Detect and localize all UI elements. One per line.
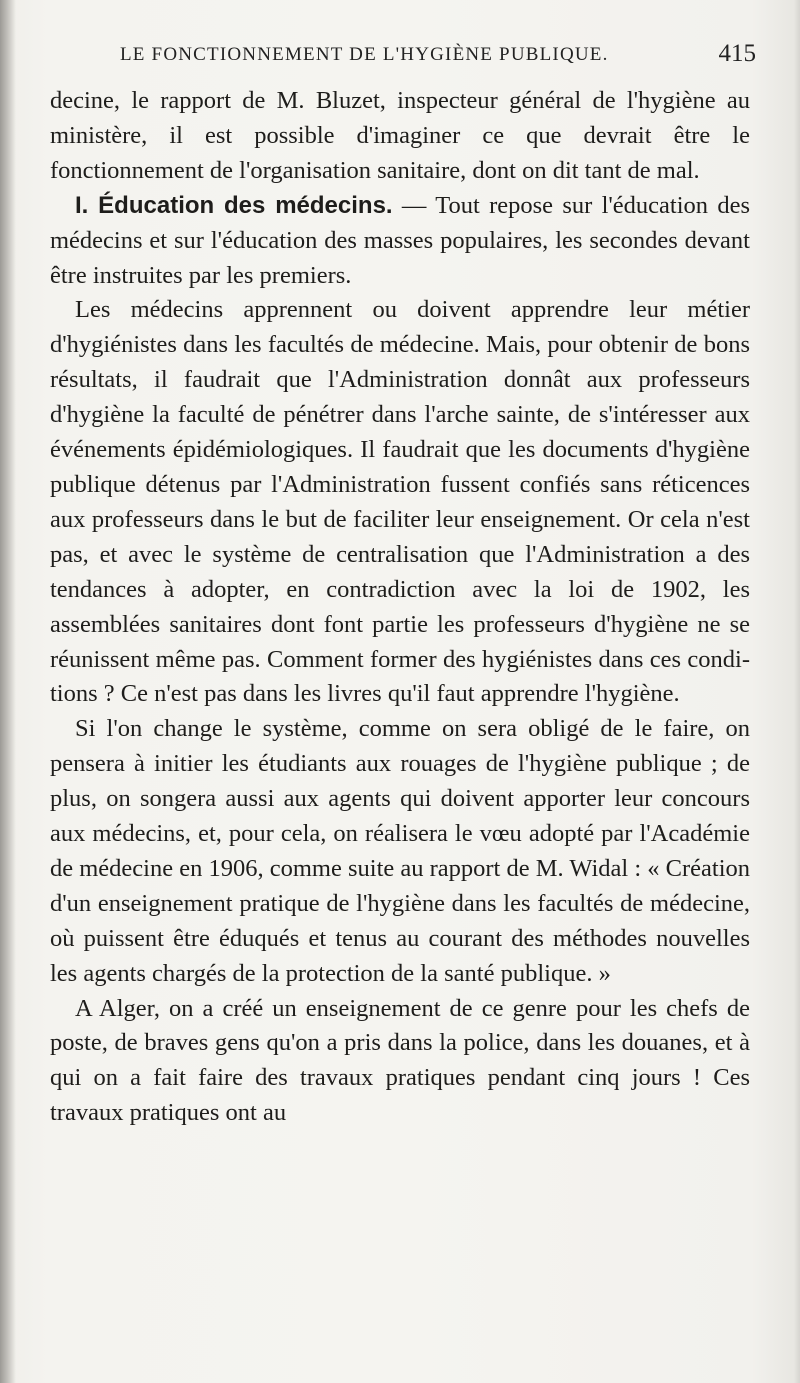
section-heading: I. Éducation des médecins. [75, 191, 393, 219]
paragraph-medecins [50, 293, 750, 712]
running-head [50, 28, 756, 84]
paragraph-alger [50, 992, 750, 1132]
paragraph-text: — Tout repose sur l'éducation des médecins et sur l'éducation des masses populaires, les secondes devant être instruites par les premiers. [50, 191, 751, 289]
body-text [50, 84, 750, 1131]
paragraph-text: Si l'on change le système, comme on sera obligé de le faire, on pensera à initier les étudiants aux rouages de l'hygiène publique ; de plus, on songera aussi aux agents qui doivent apporter leur concours aux médecins, et, pour cela, on réalisera le vœu adopté par l'Académie de médecine en 1906, comme suite au rapport de M. Widal : « Création d'un enseignement pratique de l'hygiène dans les facultés de médecine, où puissent être éduqués et tenus au courant des méthodes nouvelles les agents chargés de la protection de la santé publique. » [50, 715, 751, 987]
running-title: LE FONCTIONNEMENT DE L'HYGIÈNE PUBLIQUE. [120, 44, 609, 65]
paragraph-text: A Alger, on a créé un enseignement de ce genre pour les chefs de poste, de braves gens qu'on a pris dans la police, dans les douanes, et à qui on a fait faire des travaux pratiques pendant cinq jours ! Ces travaux pratiques ont au [50, 994, 750, 1127]
page-edge [794, 0, 800, 1383]
page-gutter-shadow [0, 0, 16, 1383]
paragraph-continuation [50, 84, 750, 189]
paragraph-systeme [50, 712, 750, 991]
page-number: 415 [718, 40, 756, 67]
paragraph-text: decine, le rapport de M. Bluzet, inspecteur général de l'hygiène au ministère, il est possible d'imaginer ce que devrait être le fonctionnement de l'organisation sanitaire, dont on dit tant de mal. [50, 87, 750, 184]
page-text-area [50, 28, 756, 1131]
paragraph-text: Les médecins apprennent ou doivent apprendre leur métier d'hygiénistes dans les facultés de médecine. Mais, pour obtenir de bons résultats, il faudrait que l'Administration donnât aux professeurs d'hygiène la faculté de pénétrer dans l'arche sainte, de s'intéresser aux événements épidémiologiques. Il faudrait que les documents d'hygiène publique détenus par l'Administration fussent confiés sans réticences aux professeurs dans le but de faciliter leur enseignement. Or cela n'est pas, et avec le système de centralisation que l'Administration a des tendances à adopter, en contradiction avec la loi de 1902, les assemblées sanitaires dont font partie les professeurs d'hygiène ne se réunissent même pas. Comment former des hygiénistes dans ces conditions ? Ce n'est pas dans les livres qu'il faut apprendre l'hygiène. [50, 296, 750, 708]
paragraph-section-one [50, 189, 750, 294]
